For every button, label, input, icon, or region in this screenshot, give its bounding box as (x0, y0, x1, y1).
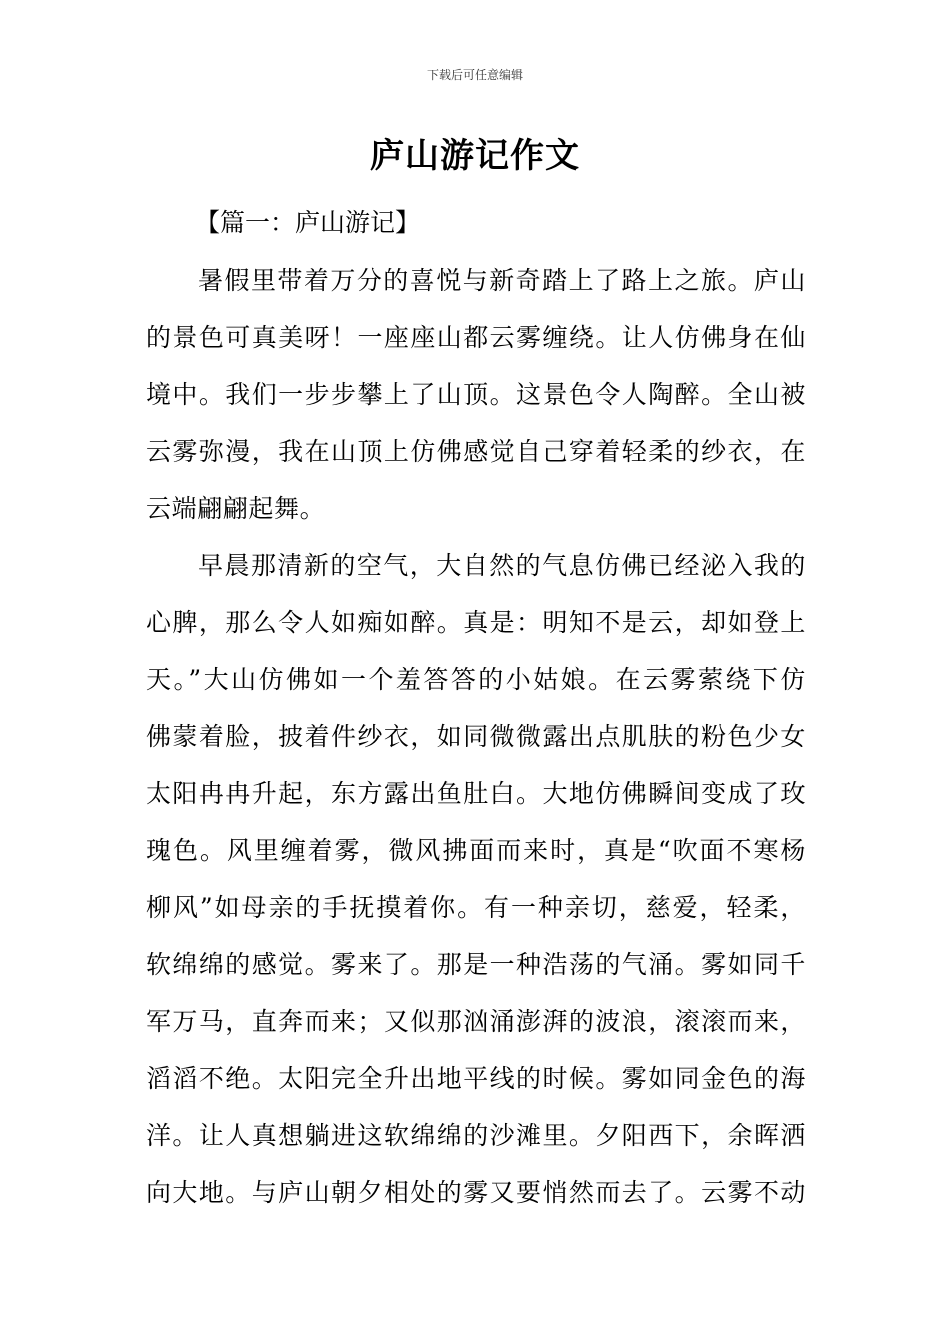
page-header: 下载后可任意编辑 (426, 68, 523, 82)
paragraph-2-line-12: 向大地。与庐山朝夕相处的雾又要悄然而去了。云雾不动 (146, 1178, 806, 1207)
paragraph-2-line-6: 瑰色。风里缠着雾，微风拂面而来时，真是“吹面不寒杨 (146, 836, 806, 865)
paragraph-2-line-1: 早晨那清新的空气，大自然的气息仿佛已经泌入我的 (198, 551, 806, 580)
paragraph-1-line-2: 的景色可真美呀！一座座山都云雾缠绕。让人仿佛身在仙 (146, 323, 806, 352)
paragraph-2-line-4: 佛蒙着脸，披着件纱衣，如同微微露出点肌肤的粉色少女 (146, 722, 806, 751)
section-heading: 【篇一：庐山游记】 (195, 208, 421, 237)
paragraph-2-line-3: 天。”大山仿佛如一个羞答答的小姑娘。在云雾萦绕下仿 (146, 665, 806, 694)
paragraph-2-line-8: 软绵绵的感觉。雾来了。那是一种浩荡的气涌。雾如同千 (146, 950, 806, 979)
paragraph-2-line-11: 洋。让人真想躺进这软绵绵的沙滩里。夕阳西下，余晖洒 (146, 1121, 806, 1150)
paragraph-1-line-1: 暑假里带着万分的喜悦与新奇踏上了路上之旅。庐山 (198, 266, 806, 295)
paragraph-2-line-9: 军万马，直奔而来；又似那汹涌澎湃的波浪，滚滚而来， (146, 1007, 806, 1036)
paragraph-2-line-5: 太阳冉冉升起，东方露出鱼肚白。大地仿佛瞬间变成了玫 (146, 779, 806, 808)
document-title: 庐山游记作文 (370, 136, 580, 176)
paragraph-2-line-7: 柳风”如母亲的手抚摸着你。有一种亲切，慈爱，轻柔， (146, 893, 806, 922)
paragraph-1-line-5: 云端翩翩起舞。 (146, 494, 326, 523)
paragraph-2-line-2: 心脾，那么令人如痴如醉。真是：明知不是云，却如登上 (146, 608, 806, 637)
paragraph-1-line-3: 境中。我们一步步攀上了山顶。这景色令人陶醉。全山被 (146, 380, 806, 409)
paragraph-1-line-4: 云雾弥漫，我在山顶上仿佛感觉自己穿着轻柔的纱衣，在 (146, 437, 806, 466)
paragraph-2-line-10: 滔滔不绝。太阳完全升出地平线的时候。雾如同金色的海 (146, 1064, 806, 1093)
